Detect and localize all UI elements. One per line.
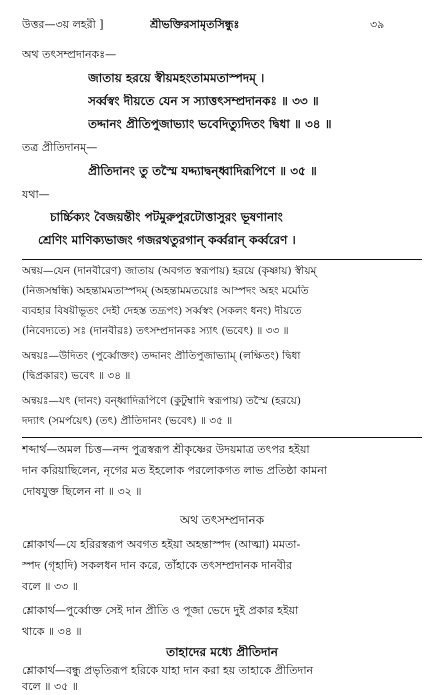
verse-meaning-34-line-2: থাকে ॥ ৩৪ ॥: [22, 625, 82, 638]
verse-line-6: শ্রেণিং মাণিক্যভাজং গজরথতুরগান্ কর্ব্বরান্ কর্ব্বরেণ ।: [38, 233, 296, 247]
running-header-title: শ্রীভক্তিরসামৃতসিন্ধুঃ: [150, 18, 240, 31]
verse-intro-1: অথ তৎসম্প্রদানকঃ—: [22, 48, 117, 61]
divider-1: [22, 259, 422, 260]
running-header-left: উত্তর—৩য় লহরী ]: [22, 18, 104, 31]
verse-meaning-33-line-2: স্পদ (গৃহাদি) সকলধন দান করে, তাঁহাকে তৎসম্প্রদানক দানবীর: [22, 559, 293, 572]
anvaya-33-line-2: (নিজসম্বন্ধি) অহন্তামমতাস্পদম্ (অহন্তামমতয়োঃ আস্পদং অহং মমেতি: [22, 285, 309, 297]
anvaya-35-line-2: দদ্যাৎ (সমর্পয়েৎ) (তৎ) প্রীতিদানং (ভবেৎ) ॥ ৩৫ ॥: [22, 415, 233, 427]
page-number: ৩৯: [370, 18, 385, 31]
word-meaning-line-3: দোষযুক্ত ছিলেন না ॥ ৩২ ॥: [22, 485, 142, 498]
verse-meaning-34-line-1: শ্লোকার্থ—পুর্ব্বোক্ত সেই দান প্রীতি ও পূজা ভেদে দুই প্রকার হইয়া: [22, 604, 299, 617]
verse-line-2: সর্ব্বস্বং দীয়তে যেন স স্যাত্তৎসম্প্রদানকঃ ॥ ৩৩ ॥: [88, 94, 319, 108]
verse-line-5: চার্চ্চিক্যং বৈজয়ন্তীং পটমুরুপুরটোত্তাসুরং ভূষণানাং: [50, 210, 283, 224]
verse-line-3: তদ্দানং প্রীতিপুজাভ্যাং ভবেদিত্যুদিতং দ্বিধা ॥ ৩৪ ॥: [88, 117, 332, 131]
anvaya-33-line-3: ব্যবহার বিষয়ীভূতং দেহী দেহস্ত তদ্রূপং) সর্ব্বস্বং (সকলং ধনং) দীয়তে: [22, 305, 302, 317]
verse-line-4: প্রীতিদানং তু তস্মৈ যদ্দ্যাদ্বন্ধ্বাদিরূপিণে ॥ ৩৫ ॥: [88, 164, 317, 178]
anvaya-34-line-1: অন্বয়ঃ—উদিতং (পুর্ব্বোক্তং) তদ্দানং প্রীতিপুজাভ্যাম্ (লক্ষিতং) দ্বিধা: [22, 350, 301, 362]
verse-meaning-33-line-3: বলে ॥ ৩৩ ॥: [22, 580, 78, 593]
anvaya-35-line-1: অন্বয়ঃ—যৎ (দানং) বন্ধ্বাদিরূপিণে (কুটুম্বাদি স্বরূপায়) তস্মৈ (হরয়ে): [22, 395, 301, 407]
word-meaning-line-2: দান করিয়াছিলেন, নৃগের মত ইহলোক পরলোকগত লাভ প্রতিষ্ঠা কামনা: [22, 464, 327, 477]
word-meaning-line-1: শব্দার্থ—অমল চিত্ত—নন্দ পুত্রস্বরূপ শ্রীকৃষ্ণের উদয়মাত্র তৎপর হইয়া: [22, 443, 310, 456]
divider-2: [22, 437, 422, 438]
anvaya-34-line-2: (দ্বিপ্রকারং) ভবেৎ ॥ ৩৪ ॥: [22, 370, 131, 382]
section-heading-1: অথ তৎসম্প্রদানক: [179, 513, 265, 527]
verse-line-1: জাতায় হরয়ে স্বীয়মহংতামমতাস্পদম্ ।: [88, 71, 265, 85]
verse-meaning-33-line-1: শ্লোকার্থ—যে হরিরস্বরূপ অবগত হইয়া অহন্তাস্পদ (আত্মা) মমতা-: [22, 538, 301, 551]
anvaya-33-line-4: (নিবেদ্যতে) সঃ (দানবীরঃ) তৎসম্প্রদানকঃ স্যাৎ (ভবেৎ) ॥ ৩৩ ॥: [22, 325, 289, 337]
verse-meaning-35-line-1: শ্লোকার্থ—বন্ধু প্রভৃতিরূপ হরিকে যাহা দান করা হয় তাহাকে প্রীতিদান: [22, 664, 314, 677]
section-heading-2: তাহাদের মধ্যে প্রীতিদান: [166, 645, 278, 659]
verse-meaning-35-line-2: বলে ॥ ৩৫ ॥: [22, 680, 78, 693]
anvaya-33-line-1: অন্বয়—যেন (দানবীরেণ) জাতায় (অবগত স্বরূপায়) হরয়ে (কৃষ্ণায়) স্বীয়ম্: [22, 265, 317, 277]
verse-intro-2: তত্র প্রীতিদানম্—: [22, 141, 98, 154]
verse-intro-3: যথা—: [22, 188, 50, 201]
